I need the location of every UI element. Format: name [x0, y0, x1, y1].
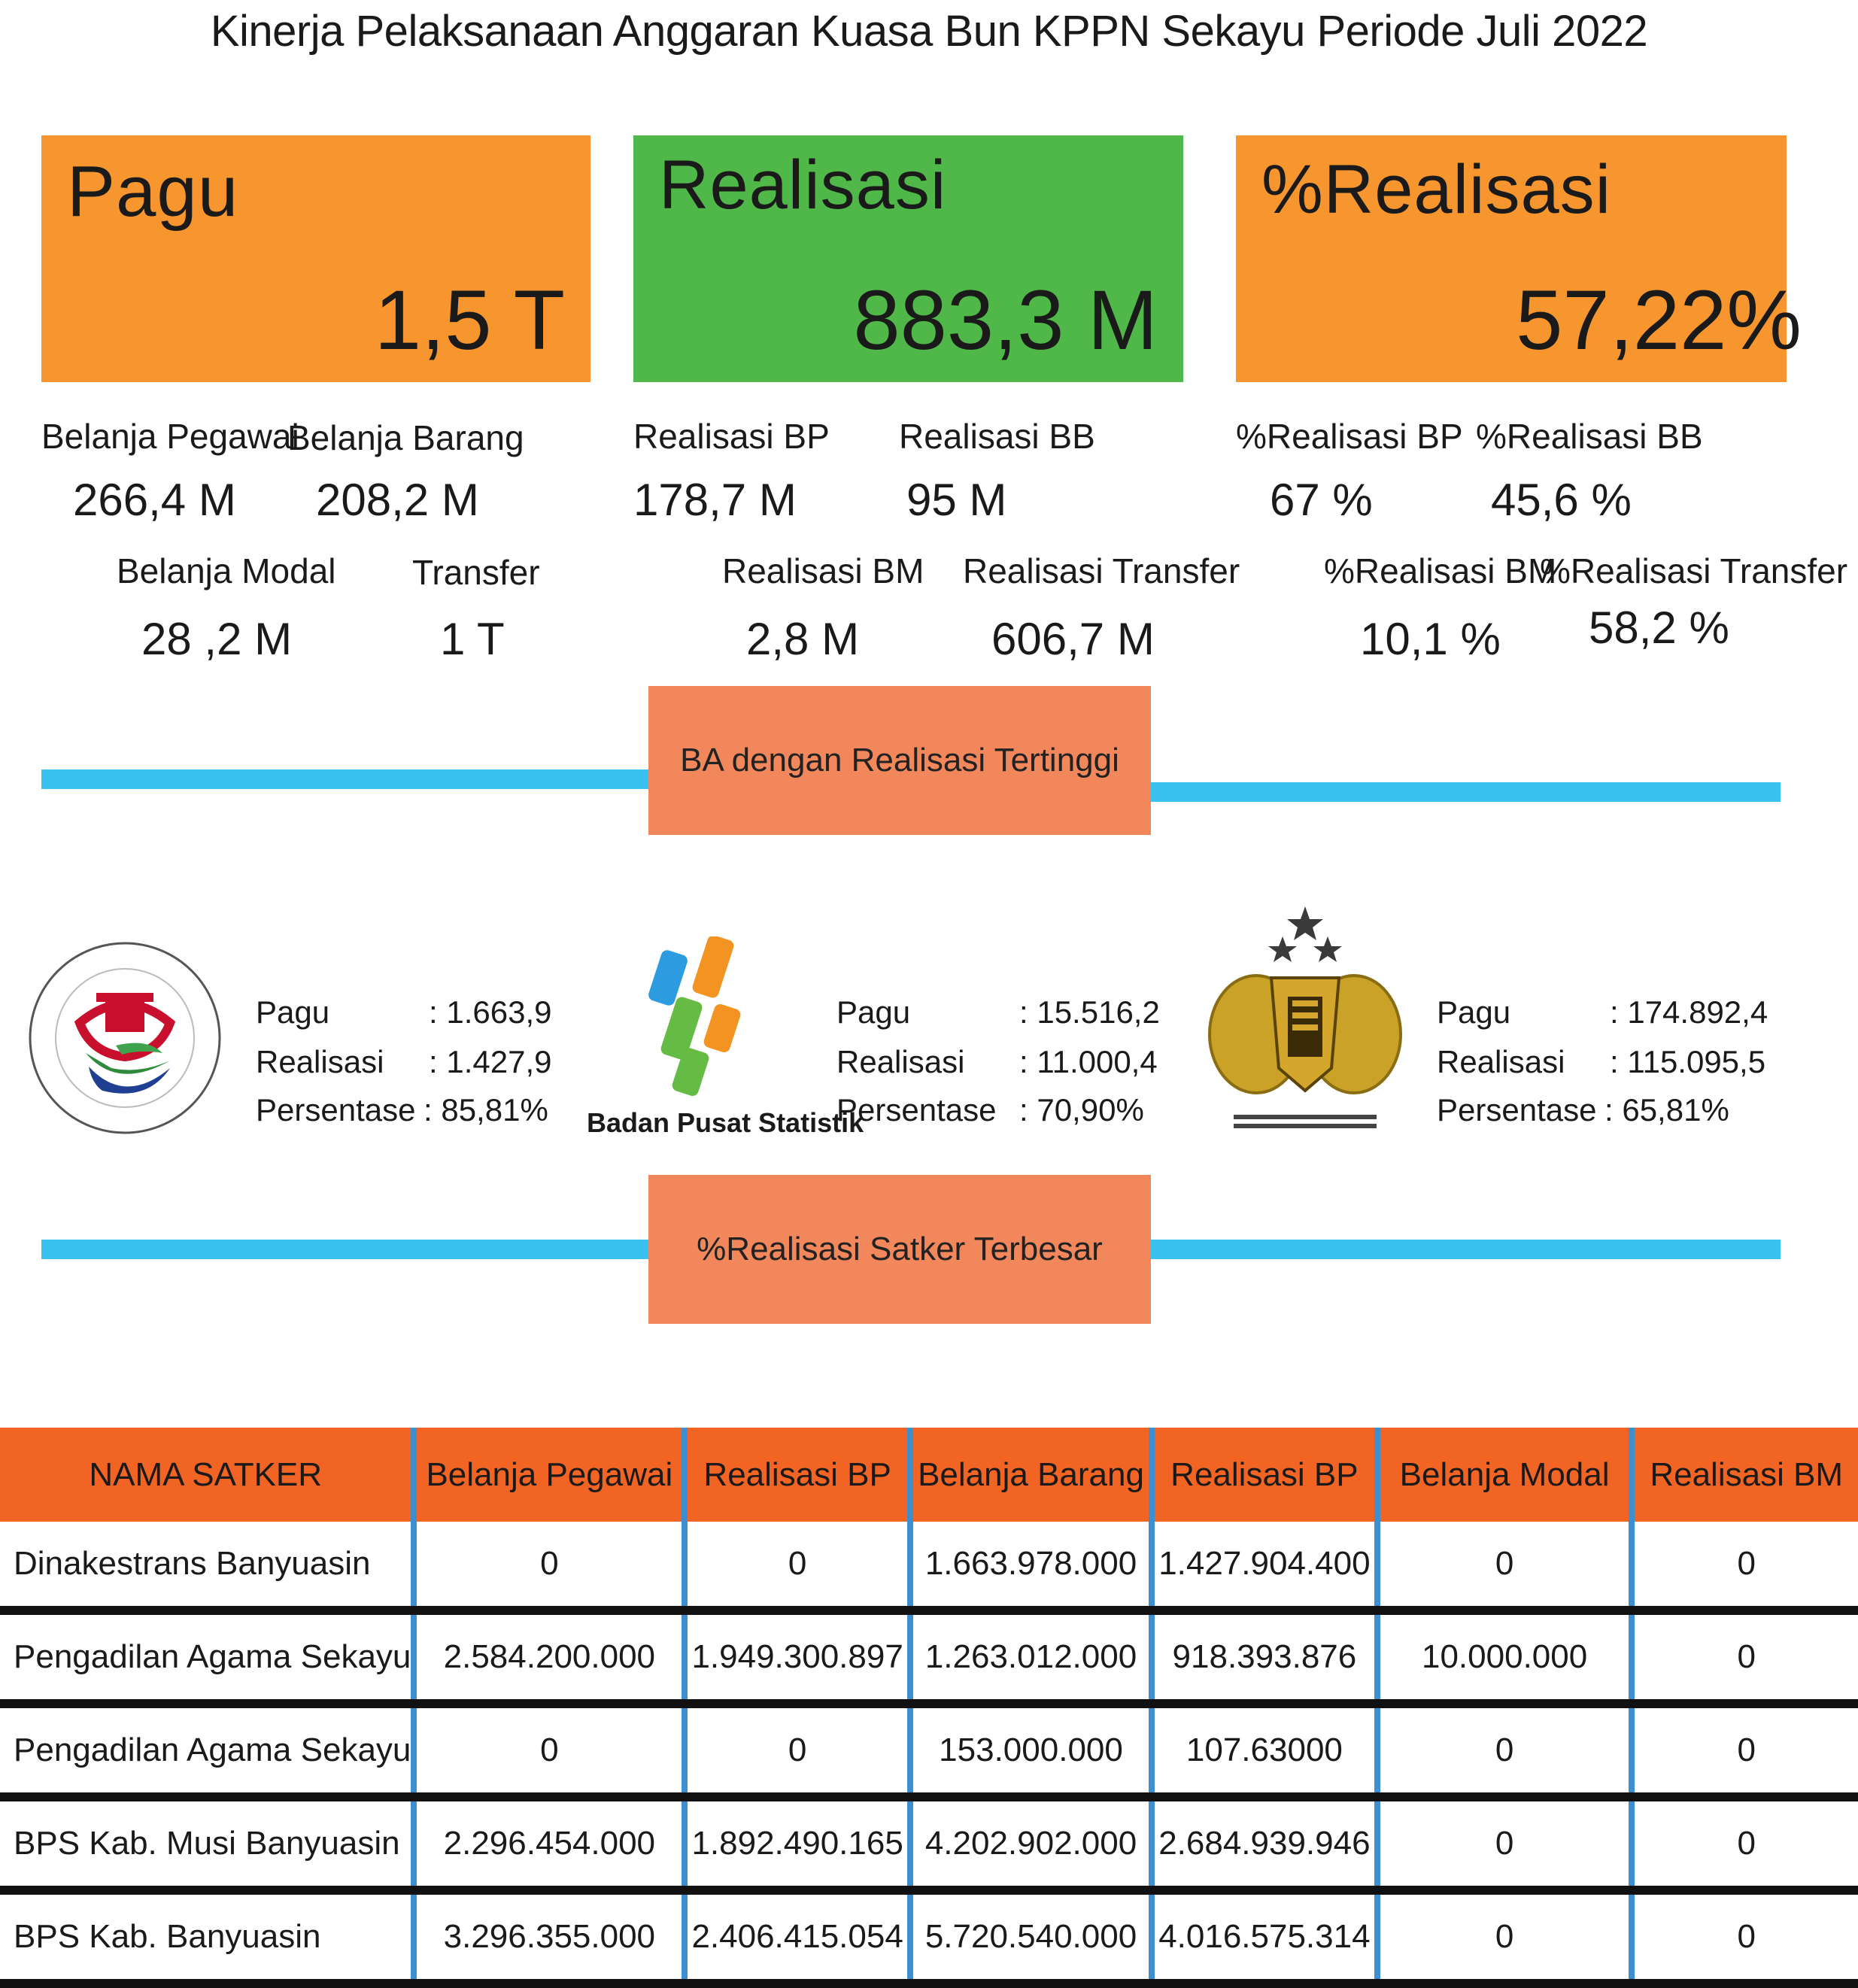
persen-realisasi-bp-label: %Realisasi BP — [1236, 417, 1463, 456]
ba3-pagu-value: : 174.892,4 — [1610, 994, 1768, 1030]
persen-realisasi-bp-value: 67 % — [1270, 475, 1373, 525]
ba1-persen-value: : 85,81% — [424, 1092, 548, 1128]
ba3-persen-label: Persentase — [1437, 1092, 1597, 1128]
column-header: Realisasi BP — [685, 1428, 910, 1522]
column-header: Realisasi BP — [1152, 1428, 1377, 1522]
table-row — [0, 1704, 1858, 1797]
kemendes-logo — [27, 940, 223, 1136]
persen-realisasi-value: 57,22% — [1516, 273, 1802, 367]
persen-realisasi-bm-value: 10,1 % — [1360, 614, 1501, 664]
persen-realisasi-bm-label: %Realisasi BM — [1324, 551, 1557, 590]
ba3-pagu-label: Pagu — [1437, 994, 1511, 1030]
persen-realisasi-transfer-value: 58,2 % — [1589, 602, 1729, 653]
table-cell: 0 — [1632, 1797, 1858, 1890]
belanja-modal-value: 28 ,2 M — [141, 614, 293, 664]
realisasi-bp-value: 178,7 M — [633, 475, 797, 525]
page-title: Kinerja Pelaksanaan Anggaran Kuasa Bun KPPN Sekayu Periode Juli 2022 — [210, 7, 1648, 56]
table-cell: 0 — [414, 1522, 685, 1610]
table-row — [0, 1522, 1858, 1610]
realisasi-value: 883,3 M — [853, 273, 1158, 367]
realisasi-bb-label: Realisasi BB — [899, 417, 1095, 456]
realisasi-bb-value: 95 M — [906, 475, 1007, 525]
realisasi-transfer-label: Realisasi Transfer — [963, 551, 1240, 590]
table-cell: 2.684.939.946 — [1152, 1797, 1377, 1890]
table-cell: Pengadilan Agama Sekayu — [0, 1610, 414, 1704]
persen-realisasi-bb-label: %Realisasi BB — [1476, 417, 1703, 456]
table-cell: 2.406.415.054 — [685, 1890, 910, 1983]
ba2-realisasi-value: : 11.000,4 — [1019, 1044, 1158, 1079]
ba-banner: BA dengan Realisasi Tertinggi — [648, 686, 1151, 835]
belanja-pegawai-value: 266,4 M — [73, 475, 236, 525]
ba3-persen-value: : 65,81% — [1604, 1092, 1729, 1128]
table-cell: 0 — [1377, 1890, 1632, 1983]
ba2-pagu-value: : 15.516,2 — [1019, 994, 1160, 1030]
table-cell: 918.393.876 — [1152, 1610, 1377, 1704]
realisasi-card — [633, 135, 1183, 382]
table-cell: 10.000.000 — [1377, 1610, 1632, 1704]
realisasi-transfer-value: 606,7 M — [991, 614, 1155, 664]
table-cell: 0 — [1377, 1797, 1632, 1890]
ba2-persen-value: : 70,90% — [1019, 1092, 1144, 1128]
table-cell: 5.720.540.000 — [910, 1890, 1152, 1983]
ba2-realisasi-label: Realisasi — [836, 1044, 965, 1079]
table-cell: BPS Kab. Musi Banyuasin — [0, 1797, 414, 1890]
column-header: Belanja Pegawai — [414, 1428, 685, 1522]
persen-realisasi-label: %Realisasi — [1261, 151, 1612, 228]
transfer-value: 1 T — [440, 614, 505, 664]
ba3-realisasi-value: : 115.095,5 — [1610, 1044, 1766, 1079]
ba1-realisasi-label: Realisasi — [256, 1044, 384, 1079]
pagu-label: Pagu — [67, 151, 239, 232]
belanja-barang-label: Belanja Barang — [287, 418, 524, 457]
polri-logo — [1204, 903, 1407, 1143]
table-header-row — [0, 1428, 1858, 1522]
table-cell: 4.016.575.314 — [1152, 1890, 1377, 1983]
ba2-pagu-label: Pagu — [836, 994, 911, 1030]
realisasi-bm-label: Realisasi BM — [722, 551, 924, 590]
table-cell: 1.663.978.000 — [910, 1522, 1152, 1610]
realisasi-label: Realisasi — [659, 147, 947, 223]
table-cell: 0 — [685, 1704, 910, 1797]
persen-realisasi-card — [1236, 135, 1802, 382]
column-header: Realisasi BM — [1632, 1428, 1858, 1522]
divider-line-left-2 — [41, 1240, 651, 1259]
divider-line-right-2 — [1147, 1240, 1781, 1259]
table-cell: 107.63000 — [1152, 1704, 1377, 1797]
belanja-modal-label: Belanja Modal — [117, 551, 336, 590]
table-cell: 153.000.000 — [910, 1704, 1152, 1797]
transfer-label: Transfer — [412, 553, 540, 592]
column-header: NAMA SATKER — [0, 1428, 414, 1522]
divider-line-right — [1147, 782, 1781, 802]
table-cell: 0 — [1377, 1522, 1632, 1610]
bps-logo — [624, 936, 775, 1102]
table-cell: 3.296.355.000 — [414, 1890, 685, 1983]
column-header: Belanja Barang — [910, 1428, 1152, 1522]
table-cell: 4.202.902.000 — [910, 1797, 1152, 1890]
ba3-realisasi-label: Realisasi — [1437, 1044, 1565, 1079]
divider-line-left — [41, 769, 651, 789]
pagu-card — [41, 135, 590, 382]
table-cell: 2.296.454.000 — [414, 1797, 685, 1890]
persen-realisasi-transfer-label: %Realisasi Transfer — [1540, 551, 1848, 590]
table-cell: Dinakestrans Banyuasin — [0, 1522, 414, 1610]
ba1-realisasi-value: : 1.427,9 — [429, 1044, 552, 1079]
table-cell: 1.892.490.165 — [685, 1797, 910, 1890]
bps-logo-text: Badan Pusat Statistik — [587, 1107, 864, 1138]
persen-realisasi-bb-value: 45,6 % — [1491, 475, 1632, 525]
column-header: Belanja Modal — [1377, 1428, 1632, 1522]
ba1-pagu-label: Pagu — [256, 994, 330, 1030]
table-cell: 0 — [1632, 1522, 1858, 1610]
table-cell: 2.584.200.000 — [414, 1610, 685, 1704]
table-row — [0, 1610, 1858, 1704]
table-cell: BPS Kab. Banyuasin — [0, 1890, 414, 1983]
belanja-barang-value: 208,2 M — [316, 475, 479, 525]
ba1-persen-label: Persentase — [256, 1092, 416, 1128]
table-cell: 0 — [685, 1522, 910, 1610]
satker-banner: %Realisasi Satker Terbesar — [648, 1175, 1151, 1324]
table-cell: 1.427.904.400 — [1152, 1522, 1377, 1610]
realisasi-bm-value: 2,8 M — [746, 614, 860, 664]
table-cell: 0 — [414, 1704, 685, 1797]
table-cell: 0 — [1632, 1704, 1858, 1797]
table-cell: Pengadilan Agama Sekayu — [0, 1704, 414, 1797]
table-cell: 0 — [1632, 1610, 1858, 1704]
satker-table — [0, 1428, 1858, 1988]
table-row — [0, 1797, 1858, 1890]
table-cell: 0 — [1632, 1890, 1858, 1983]
pagu-value: 1,5 T — [374, 273, 565, 367]
table-cell: 1.263.012.000 — [910, 1610, 1152, 1704]
ba1-pagu-value: : 1.663,9 — [429, 994, 552, 1030]
realisasi-bp-label: Realisasi BP — [633, 417, 830, 456]
belanja-pegawai-label: Belanja Pegawai — [41, 417, 299, 456]
table-row — [0, 1890, 1858, 1983]
ba2-persen-label: Persentase — [836, 1092, 997, 1128]
table-cell: 1.949.300.897 — [685, 1610, 910, 1704]
table-cell: 0 — [1377, 1704, 1632, 1797]
